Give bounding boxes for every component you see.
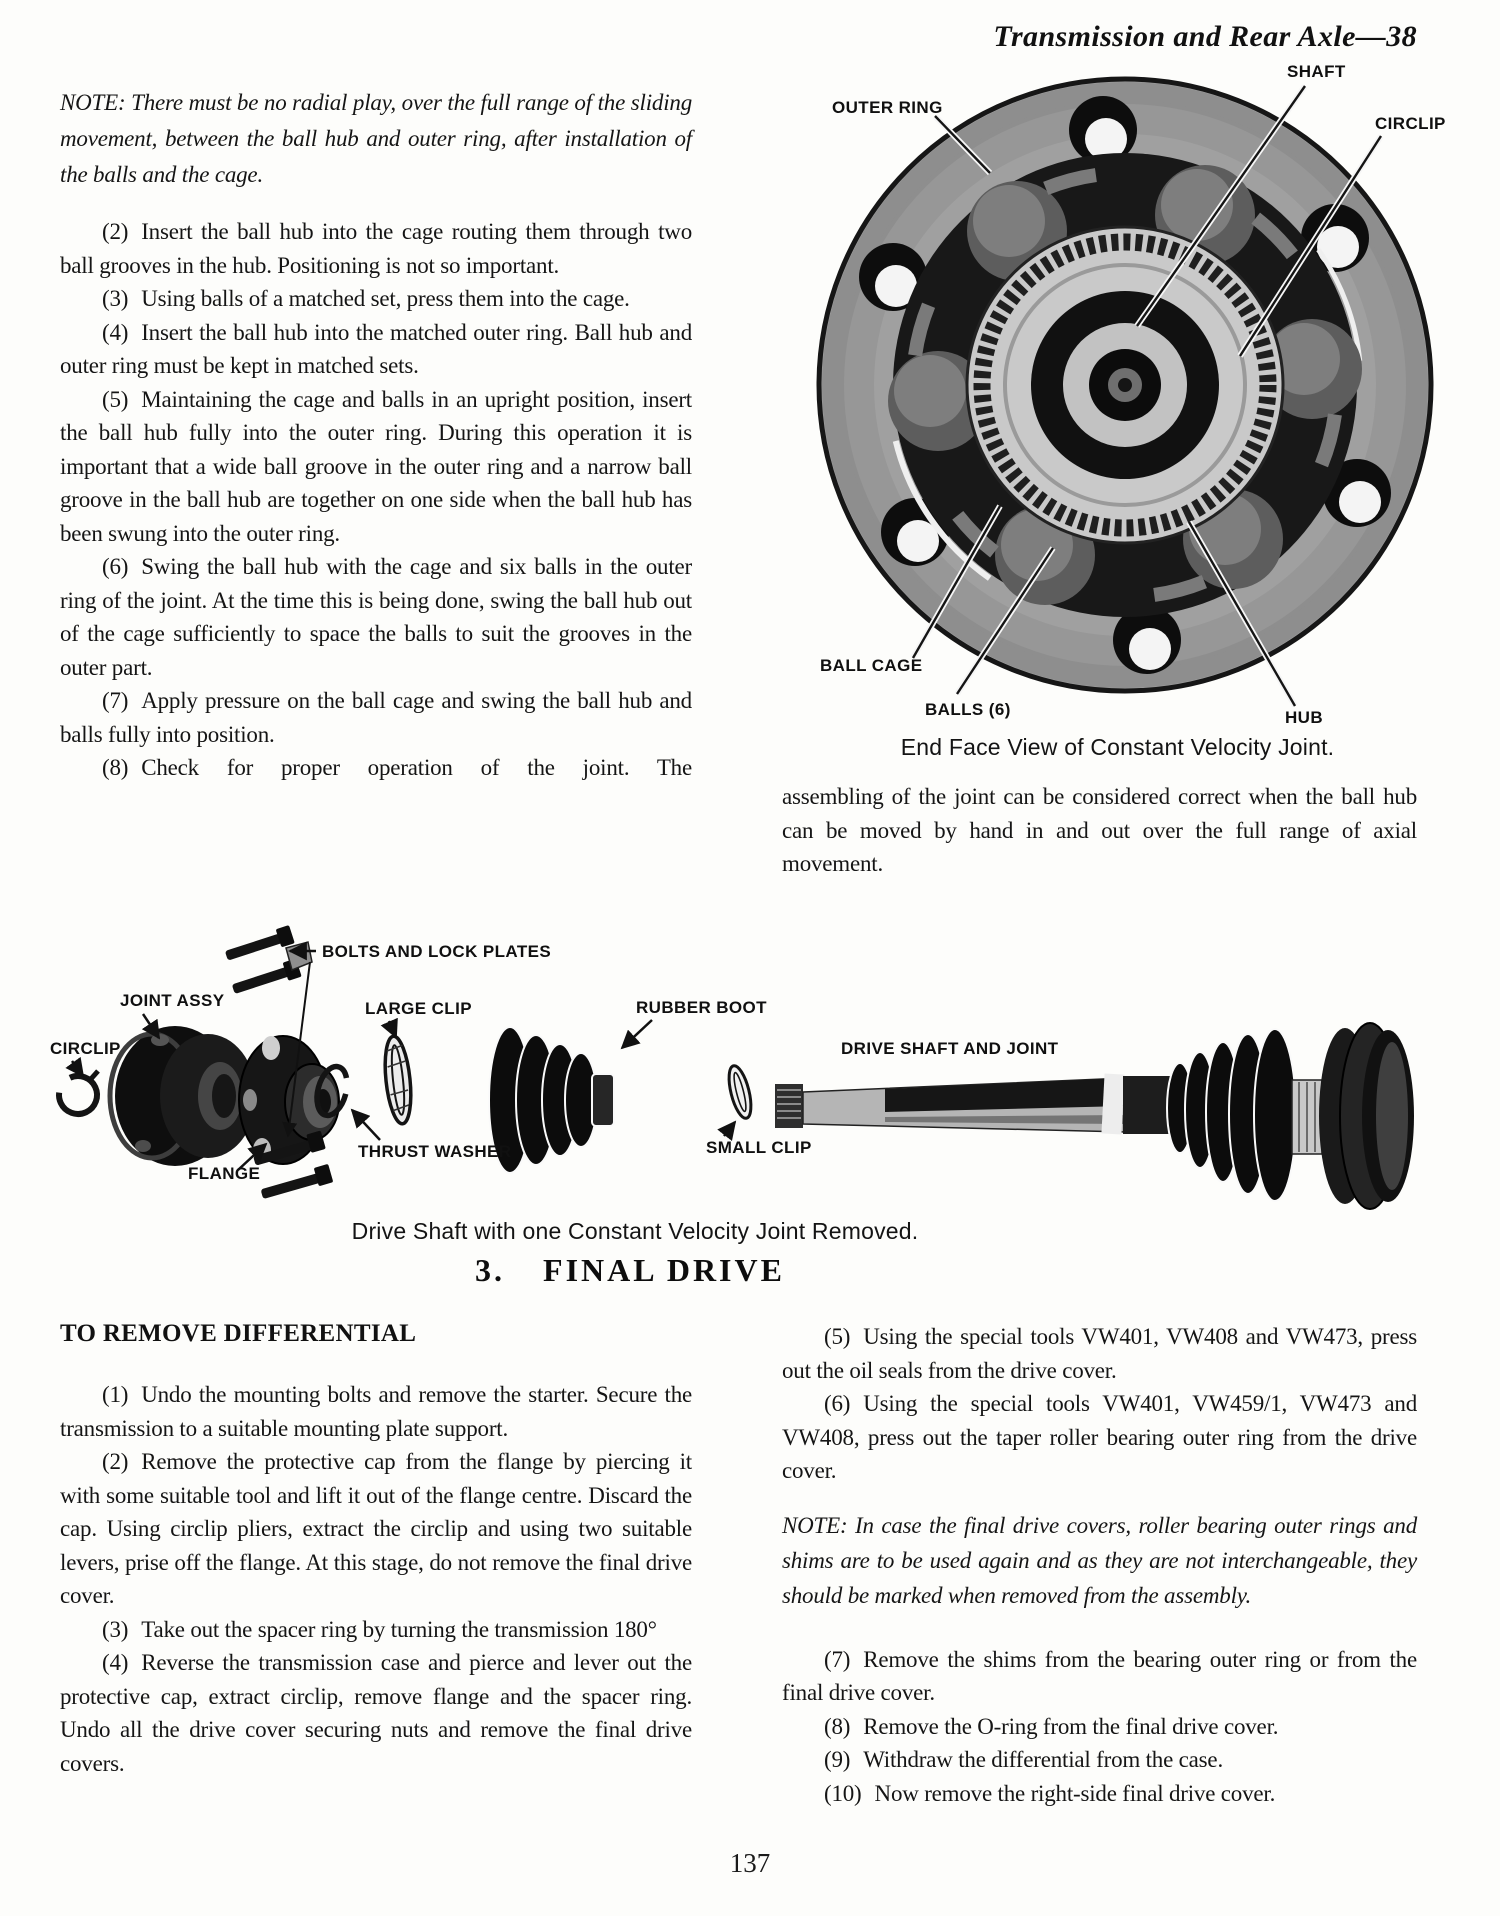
- note-paragraph-2: NOTE: In case the final drive covers, roller bearing outer rings and shims are to be used again and as they are not interchangeable, they should be marked when removed from the assembly.: [782, 1512, 1417, 1608]
- drive-shaft-figure: [40, 918, 1460, 1218]
- step-6: [60, 550, 692, 684]
- section-title: FINAL DRIVE: [543, 1252, 785, 1288]
- step-3: [60, 282, 692, 316]
- step-text: Remove the O-ring from the final drive cover.: [863, 1713, 1279, 1739]
- note-paragraph: NOTE: There must be no radial play, over the full range of the sliding movement, between the ball hub and outer ring, after installation of the balls and the cage.: [60, 90, 692, 187]
- step-text: Remove the protective cap from the flange by piercing it with some suitable tool and lift it out of the flange centre. Discard the cap. Using circlip pliers, extract the circlip and using two suitable levers, prise off the flange. At this stage, do not remove the final drive cover.: [60, 1449, 692, 1608]
- step-text: Swing the ball hub with the cage and six balls in the outer ring of the joint. At the time this is being done, swing the ball hub out of the cage sufficiently to space the balls to suit the grooves in the outer part.: [60, 554, 692, 680]
- step-number: (10): [824, 1780, 862, 1806]
- step-2: [60, 215, 692, 282]
- step-d3: [60, 1613, 692, 1647]
- step-d8: [782, 1710, 1417, 1744]
- label-circlip: CIRCLIP: [1375, 114, 1446, 133]
- label-joint-assy: JOINT ASSY: [120, 991, 225, 1010]
- page-header: Transmission and Rear Axle—38: [993, 20, 1417, 53]
- label-drive-shaft-joint: DRIVE SHAFT AND JOINT: [841, 1039, 1059, 1058]
- step-text: Undo the mounting bolts and remove the starter. Secure the transmission to a suitable mounting plate support.: [60, 1382, 692, 1441]
- step-d2: [60, 1445, 692, 1613]
- section-number: 3.: [475, 1252, 506, 1288]
- section-heading-final-drive: [260, 1252, 1000, 1289]
- step-text: Insert the ball hub into the cage routing them through two ball grooves in the hub. Positioning is not so important.: [60, 219, 692, 278]
- step-d5: [782, 1320, 1417, 1387]
- step-number: (7): [102, 688, 129, 713]
- step-text: Withdraw the differential from the case.: [863, 1747, 1223, 1772]
- top-right-column: [782, 780, 1417, 881]
- step-number: (4): [102, 319, 129, 345]
- label-shaft: SHAFT: [1287, 62, 1346, 81]
- step-number: (7): [824, 1646, 851, 1672]
- step-text: Remove the shims from the bearing outer ring or from the final drive cover.: [782, 1646, 1417, 1705]
- label-thrust-washer: THRUST WASHER: [358, 1142, 512, 1161]
- step-number: (9): [824, 1747, 851, 1772]
- step-text: Reverse the transmission case and pierce and lever out the protective cap, extract circlip, remove flange and the spacer ring. Undo all the drive cover securing nuts and remove the final drive covers.: [60, 1650, 692, 1776]
- step-text: Using the special tools VW401, VW459/1, VW473 and VW408, press out the taper roller bearing outer ring from the drive cover.: [782, 1391, 1417, 1483]
- step-d6: [782, 1387, 1417, 1488]
- step-d7: [782, 1643, 1417, 1710]
- top-left-column: [60, 85, 692, 785]
- step-4: [60, 316, 692, 383]
- label-hub: HUB: [1285, 708, 1324, 727]
- step-number: (2): [102, 219, 129, 244]
- subheading-remove-differential: TO REMOVE DIFFERENTIAL: [60, 1320, 417, 1347]
- step-text: Apply pressure on the ball cage and swing the ball hub and balls fully into position.: [60, 688, 692, 747]
- drive-shaft-caption: Drive Shaft with one Constant Velocity Joint Removed.: [351, 1218, 919, 1244]
- step-number: (1): [102, 1382, 129, 1407]
- label-small-clip: SMALL CLIP: [706, 1138, 812, 1157]
- step-text: Insert the ball hub into the matched outer ring. Ball hub and outer ring must be kept in matched sets.: [60, 319, 692, 378]
- step-text: Maintaining the cage and balls in an upright position, insert the ball hub fully into the outer ring. During this operation it is important that a wide ball groove in the outer ring and a narrow ball groove in the ball hub are together on one side when the ball hub has been swung into the outer ring.: [60, 386, 692, 546]
- page-number: 137: [729, 1848, 771, 1878]
- label-ball-cage: BALL CAGE: [820, 656, 923, 675]
- cv-joint-figure: [785, 58, 1450, 770]
- step-number: (8): [824, 1713, 851, 1739]
- step-7: [60, 684, 692, 751]
- step-number: (3): [102, 1616, 129, 1642]
- label-balls: BALLS (6): [925, 700, 1011, 719]
- step-number: (6): [824, 1391, 851, 1416]
- step-number: (4): [102, 1650, 129, 1675]
- cv-joint-caption: End Face View of Constant Velocity Joint.: [900, 734, 1335, 760]
- step-number: (6): [102, 554, 129, 579]
- step-number: (8): [102, 755, 129, 780]
- step-text: Check for proper operation of the joint. The: [141, 755, 692, 780]
- step-text: Take out the spacer ring by turning the transmission 180°: [141, 1616, 657, 1642]
- step-d10: [782, 1777, 1417, 1811]
- step-text: Now remove the right-side final drive cover.: [874, 1780, 1276, 1806]
- step-number: (2): [102, 1449, 129, 1474]
- step-d4: [60, 1646, 692, 1780]
- label-outer-ring: OUTER RING: [832, 98, 943, 117]
- step-text: Using the special tools VW401, VW408 and VW473, press out the oil seals from the drive cover.: [782, 1324, 1417, 1383]
- bottom-left-column: [60, 1378, 692, 1780]
- continuation-paragraph: assembling of the joint can be considered correct when the ball hub can be moved by hand in and out over the full range of axial movement.: [782, 784, 1417, 876]
- step-number: (5): [824, 1324, 851, 1349]
- step-d9: [782, 1743, 1417, 1777]
- label-circlip-2: CIRCLIP: [50, 1039, 121, 1058]
- label-bolts-lock-plates: BOLTS AND LOCK PLATES: [322, 942, 552, 961]
- label-flange: FLANGE: [188, 1164, 261, 1183]
- step-8: [60, 751, 692, 785]
- label-large-clip: LARGE CLIP: [365, 999, 472, 1018]
- step-5: [60, 383, 692, 551]
- step-text: Using balls of a matched set, press them into the cage.: [141, 286, 630, 311]
- step-d1: [60, 1378, 692, 1445]
- step-number: (5): [102, 386, 129, 412]
- bottom-right-column: [782, 1320, 1417, 1810]
- label-rubber-boot: RUBBER BOOT: [636, 998, 767, 1017]
- step-number: (3): [102, 286, 129, 311]
